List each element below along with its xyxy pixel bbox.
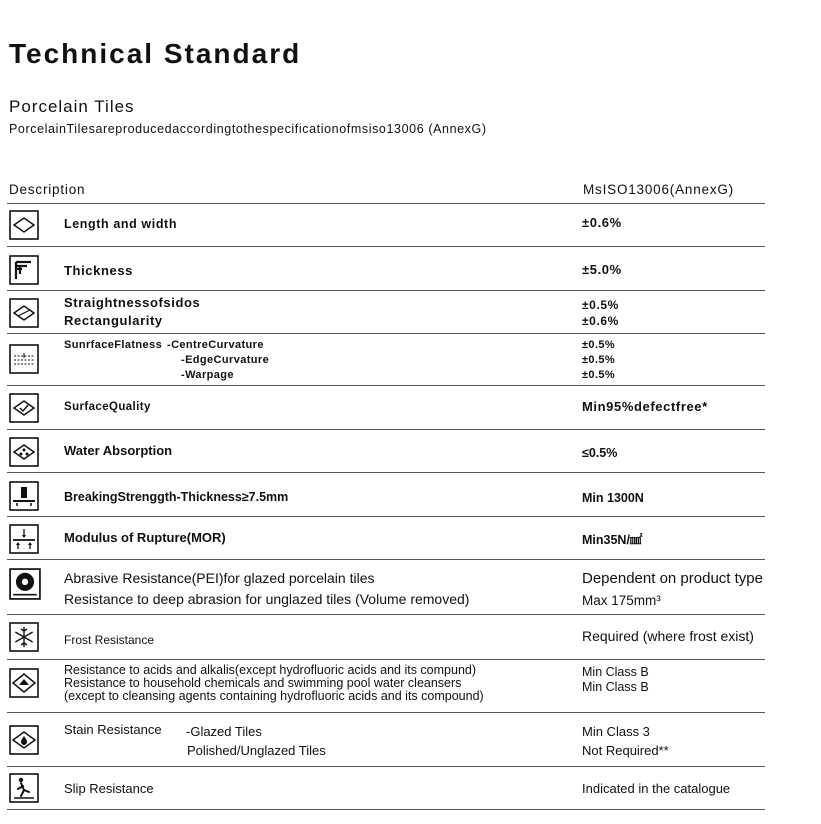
rectangularity-value: ±0.6% — [582, 314, 619, 328]
centre-curvature-value: ±0.5% — [582, 339, 616, 351]
row-description: Modulus of Rupture(MOR) — [64, 530, 226, 545]
straightness-label: Straightnessofsidos — [64, 295, 201, 310]
row-description — [64, 568, 469, 610]
row-divider — [7, 246, 765, 247]
surface-check-icon — [9, 393, 39, 423]
row-value: Min35N/㎟ — [582, 533, 643, 547]
row-divider — [7, 385, 765, 386]
household-chemicals-label: Resistance to household chemicals and swimming pool water cleansers — [64, 676, 462, 690]
row-description: Slip Resistance — [64, 781, 154, 796]
glazed-tiles-value: Min Class 3 — [582, 724, 650, 739]
row-divider — [7, 333, 765, 334]
column-header-standard: MsISO13006(AnnexG) — [583, 182, 734, 197]
straightness-value: ±0.5% — [582, 298, 619, 312]
rectangularity-label: Rectangularity — [64, 313, 163, 328]
chemical-flask-icon — [9, 668, 39, 698]
abrasion-disc-icon — [9, 568, 41, 600]
row-divider — [7, 516, 765, 517]
row-description: Length and width — [64, 217, 178, 231]
row-description: Water Absorption — [64, 443, 173, 458]
water-drop-icon — [9, 437, 39, 467]
row-value: Indicated in the catalogue — [582, 781, 731, 796]
tile-angle-icon — [9, 298, 39, 328]
row-value: Min95%defectfree* — [582, 399, 708, 414]
breaking-load-icon — [9, 481, 39, 511]
row-divider — [7, 429, 765, 430]
row-divider — [7, 472, 765, 473]
row-divider — [7, 712, 765, 713]
unglazed-tiles-label: Polished/Unglazed Tiles — [187, 743, 326, 758]
page-title: Technical Standard — [9, 38, 302, 69]
pei-label: Abrasive Resistance(PEI)for glazed porcelain tiles — [64, 570, 375, 586]
row-value: Min 1300N — [582, 491, 644, 505]
row-value — [582, 338, 615, 383]
row-value — [582, 665, 649, 695]
column-header-description: Description — [9, 182, 86, 197]
acids-alkalis-value: Min Class B — [582, 665, 649, 679]
edge-curvature-value: ±0.5% — [582, 354, 616, 366]
glazed-tiles-label: -Glazed Tiles — [186, 724, 262, 739]
row-value: ≤0.5% — [582, 446, 618, 460]
row-description — [64, 294, 200, 330]
flatness-label: SunrfaceFlatness — [64, 339, 163, 351]
specification-note: PorcelainTilesareproducedaccordingtothespecificationofmsiso13006 (AnnexG) — [9, 122, 487, 136]
row-value — [582, 722, 669, 760]
caliper-thickness-icon — [9, 255, 39, 285]
snowflake-icon — [9, 622, 39, 652]
header-divider — [7, 203, 765, 204]
household-chemicals-value: Min Class B — [582, 680, 649, 694]
row-value: ±0.6% — [582, 215, 622, 230]
row-description — [64, 664, 484, 703]
stain-resistance-label: Stain Resistance — [64, 722, 162, 737]
row-value: Required (where frost exist) — [582, 628, 754, 644]
row-divider — [7, 290, 765, 291]
tile-dimension-icon — [9, 210, 39, 240]
row-value — [582, 568, 763, 612]
stain-drop-icon — [9, 725, 39, 755]
section-subtitle: Porcelain Tiles — [9, 97, 135, 116]
acids-alkalis-label: Resistance to acids and alkalis(except hydrofluoric acids and its compund) — [64, 663, 477, 677]
row-divider — [7, 614, 765, 615]
row-divider — [7, 766, 765, 767]
row-value: ±5.0% — [582, 262, 622, 277]
chemicals-exception-note: (except to cleansing agents containing hydrofluoric acids and its compound) — [64, 689, 484, 703]
slip-person-icon — [9, 773, 39, 803]
row-description — [167, 338, 269, 383]
row-description: BreakingStrenggth-Thickness≥7.5mm — [64, 490, 289, 504]
row-value — [582, 297, 619, 329]
warpage-value: ±0.5% — [582, 369, 616, 381]
row-divider — [7, 659, 765, 660]
deep-abrasion-label: Resistance to deep abrasion for unglazed tiles (Volume removed) — [64, 591, 470, 607]
row-description: Thickness — [64, 263, 133, 278]
row-description: Frost Resistance — [64, 633, 155, 647]
rupture-modulus-icon — [9, 524, 39, 554]
row-description — [186, 722, 326, 760]
unglazed-tiles-value: Not Required** — [582, 743, 669, 758]
row-divider — [7, 559, 765, 560]
warpage-label: -Warpage — [181, 369, 234, 381]
pei-value: Dependent on product type — [582, 570, 763, 587]
deep-abrasion-value: Max 175mm³ — [582, 593, 661, 608]
row-divider — [7, 809, 765, 810]
centre-curvature-label: -CentreCurvature — [167, 339, 264, 351]
edge-curvature-label: -EdgeCurvature — [181, 354, 270, 366]
row-description: SurfaceQuality — [64, 401, 151, 413]
flatness-icon — [9, 344, 39, 374]
